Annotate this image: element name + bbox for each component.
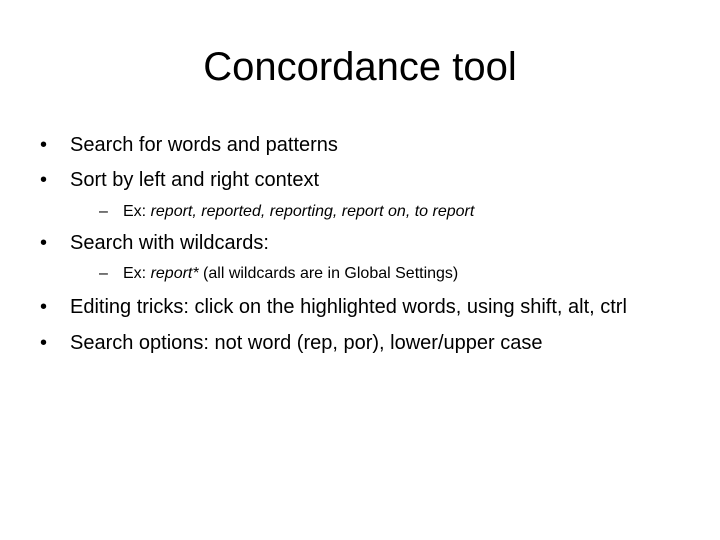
sub-bullet-example: report* — [150, 265, 199, 282]
bullet-text: Search for words and patterns — [70, 134, 338, 156]
sub-bullet-marker: – — [99, 265, 108, 282]
bullet-marker: • — [40, 169, 48, 191]
sub-bullet-prefix: Ex: — [123, 203, 151, 220]
bullet-item — [40, 132, 338, 158]
sub-bullet-suffix: (all wildcards are in Global Settings) — [198, 265, 459, 282]
bullet-text: Editing tricks: click on the highlighted words, using shift, alt, ctrl — [70, 296, 627, 318]
sub-bullet-marker: – — [99, 203, 108, 220]
bullet-item — [40, 167, 319, 193]
sub-bullet-item — [99, 263, 458, 285]
sub-bullet-item — [99, 201, 474, 223]
bullet-item — [40, 330, 542, 356]
slide-title: Concordance tool — [203, 45, 517, 89]
bullet-marker: • — [40, 332, 48, 354]
bullet-marker: • — [40, 296, 48, 318]
bullet-item — [40, 230, 269, 256]
sub-bullet-example: report, reported, reporting, report on, to report — [150, 203, 475, 220]
bullet-text: Search with wildcards: — [70, 232, 269, 254]
bullet-text: Sort by left and right context — [70, 169, 320, 191]
bullet-marker: • — [40, 134, 48, 156]
sub-bullet-prefix: Ex: — [123, 265, 151, 282]
bullet-text: Search options: not word (rep, por), lower/upper case — [70, 332, 543, 354]
bullet-item — [40, 294, 627, 320]
bullet-marker: • — [40, 232, 48, 254]
